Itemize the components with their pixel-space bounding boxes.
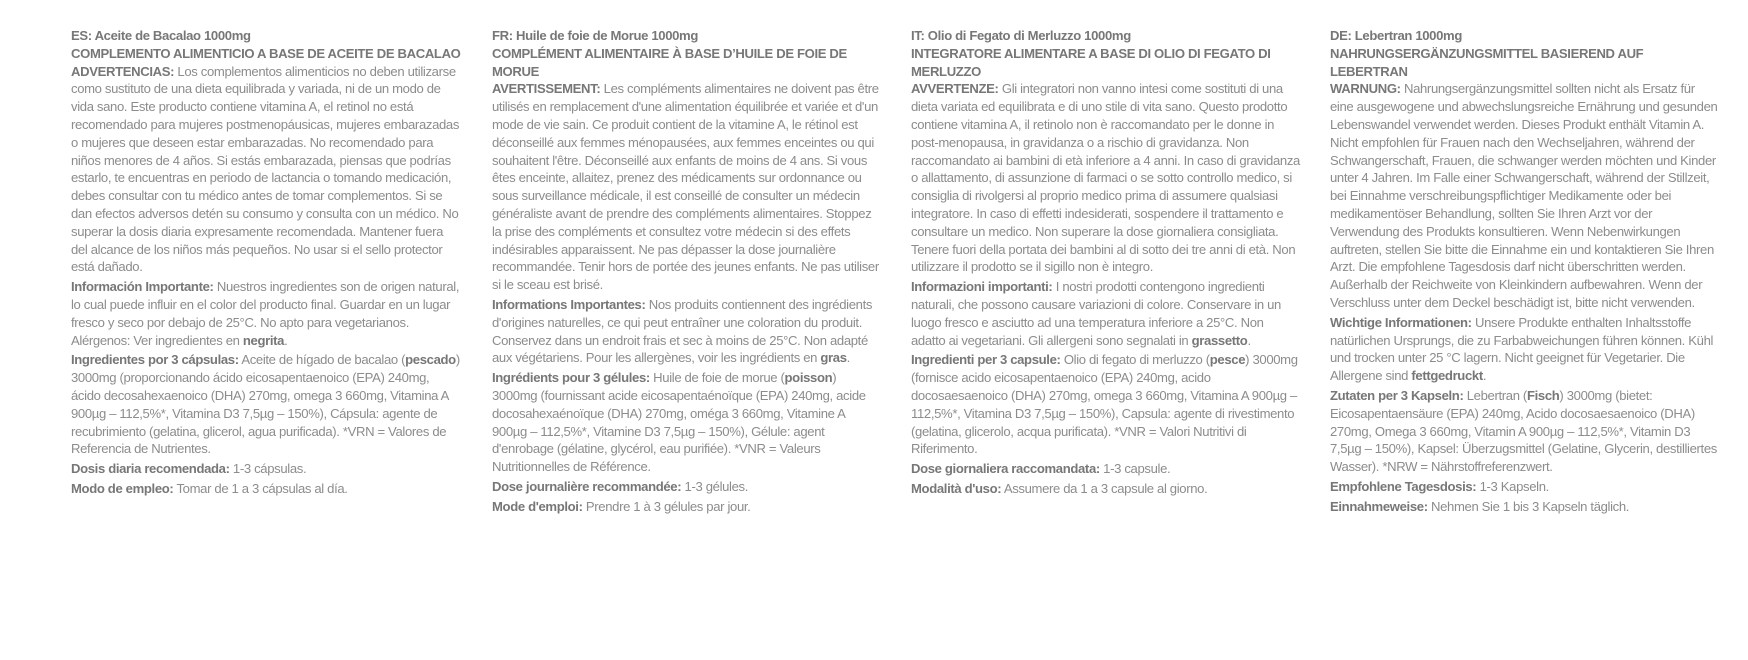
ingredients-text: Olio di fegato di merluzzo ( <box>1060 352 1210 368</box>
usage-text: Nehmen Sie 1 bis 3 Kapseln täglich. <box>1427 498 1630 514</box>
allergen-name: pesce <box>1209 352 1246 368</box>
dose-label: Dose giornaliera raccomandata: <box>911 461 1100 477</box>
dose-text: 1-3 capsule. <box>1099 461 1171 477</box>
usage-text: Prendre 1 à 3 gélules par jour. <box>582 498 751 514</box>
warnings-paragraph <box>911 80 1301 276</box>
ingredients-text-rest: ) 3000mg (bietet: Eicosapentaensäure (EPA) 240mg, Acido docosaesaenoico (DHA) 270mg, Omega 3 660mg, Vitamin A 900µg – 112,5%*, Vitamin D3 7,5µg – 150%), Kapsel: Überzugsmittel (Gelatine, Glycerin, destilliertes Wasser). *NRW = Nährstoffreferenzwert. <box>1330 387 1717 475</box>
usage-text: Assumere da 1 a 3 capsule al giorno. <box>1001 480 1208 496</box>
ingredients-paragraph <box>71 351 461 458</box>
dose-paragraph <box>492 478 882 496</box>
ingredients-text: Huile de foie de morue ( <box>649 370 785 386</box>
important-info-text: Nuestros ingredientes son de origen natural, lo cual puede influir en el color del producto final. Guardar en un lugar fresco y seco por debajo de 25°C. No apto para vegetarianos. Alérgenos: Ver ingredientes en <box>71 279 460 348</box>
ingredients-paragraph <box>492 369 882 476</box>
important-info-paragraph <box>71 278 461 349</box>
ingredients-text-rest: ) 3000mg (fornisce acido eicosapentaenoico (EPA) 240mg, acido docosaesaenoico (DHA) 270mg, omega 3 660mg, Vitamina A 900µg – 112,5%*, Vitamina D3 7,5µg – 150%), Capsula: agente di rivestimento (gelatina, glicerolo, acqua purificata). *VNR = Valori Nutritivi di Riferimento. <box>911 352 1298 457</box>
dose-label: Empfohlene Tagesdosis: <box>1330 478 1477 494</box>
product-subtitle: INTEGRATORE ALIMENTARE A BASE DI OLIO DI FEGATO DI MERLUZZO <box>911 45 1271 79</box>
allergen-name: Fisch <box>1526 387 1560 403</box>
period: . <box>284 332 288 348</box>
warnings-paragraph <box>492 80 882 294</box>
period: . <box>1482 368 1487 384</box>
ingredients-label: Ingrédients pour 3 gélules: <box>492 370 650 386</box>
warnings-paragraph <box>71 63 461 277</box>
usage-paragraph <box>492 498 882 516</box>
period: . <box>1247 332 1251 348</box>
usage-label: Modo de empleo: <box>71 480 174 496</box>
warnings-text: Les compléments alimentaires ne doivent pas être utilisés en remplacement d'une alimentation équilibrée et variée et d'un mode de vie sain. Ce produit contient de la vitamine A, le rétinol est déconseillé aux femmes ménopausées, aux femmes enceintes ou qui souhaitent l'être. Déconseillé aux enfants de moins de 4 ans. Si vous êtes enceinte, allaitez, prenez des médicaments sur ordonnance ou sous surveillance médicale, il est conseillé de consulter un médecin généraliste avant de prendre des compléments alimentaires. Stoppez la prise des compléments et consultez votre médecin si des effets indésirables apparaissent. Ne pas dépasser la dose journalière recommandée. Tenir hors de portée des jeunes enfants. Ne pas utiliser si le sceau est brisé. <box>492 81 879 293</box>
important-info-paragraph <box>911 278 1301 349</box>
warnings-text: Nahrungsergänzungsmittel sollten nicht als Ersatz für eine ausgewogene und abwechslungsreiche Ernährung und gesunden Lebenswandel verwendet werden. Dieses Produkt enthält Vitamin A. Nicht empfohlen für Frauen nach den Wechseljahren, während der Schwangerschaft, Frauen, die schwanger werden möchten und Kinder unter 4 Jahren. Im Falle einer Schwangerschaft, während der Stillzeit, bei Einnahme verschreibungspflichtiger Medikamente oder bei medikamentöser Behandlung, sollten Sie Ihren Arzt vor der Verwendung des Produkts konsultieren. Wenn Nebenwirkungen auftreten, stellen Sie bitte die Einnahme ein und kontaktieren Sie Ihren Arzt. Die empfohlene Tagesdosis darf nicht überschritten werden. Außerhalb der Reichweite von Kleinkindern aufbewahren. Wenn der Verschluss unter dem Deckel beschädigt ist, bitte nicht verwenden. <box>1330 81 1718 310</box>
ingredients-text: Aceite de hígado de bacalao ( <box>238 352 406 368</box>
usage-label: Mode d'emploi: <box>492 498 583 514</box>
dose-paragraph <box>71 460 461 478</box>
usage-paragraph <box>911 480 1301 498</box>
important-info-text: Unsere Produkte enthalten Inhaltsstoffe natürlichen Ursprungs, die zu Farbabweichungen führen können. Kühl und trocken unter 25 °C lagern. Nicht geeignet für Vegetarier. Die Allergene sind <box>1330 314 1714 384</box>
allergen-name: poisson <box>784 370 833 386</box>
warnings-label: WARNUNG: <box>1330 81 1401 97</box>
allergen-name: pescado <box>405 352 456 368</box>
ingredients-text-rest: ) 3000mg (proporcionando ácido eicosapentaenoico (EPA) 240mg, ácido decosahexaenoico (DHA) 270mg, omega 3 660mg, Vitamina A 900µg – 112,5%*, Vitamina D3 7,5µg – 150%), Cápsula: agente de recubrimiento (gelatina, glicerol, agua purificada). *VRN = Valores de Referencia de Nutrientes. <box>71 352 460 457</box>
dose-text: 1-3 gélules. <box>681 478 749 494</box>
important-info-label: Wichtige Informationen: <box>1330 314 1472 330</box>
important-info-paragraph <box>492 296 882 367</box>
warnings-text: Los complementos alimenticios no deben utilizarse como sustituto de una dieta equilibrada y variada, ni de un modo de vida sano. Este producto contiene vitamina A, el retinol no está recomendado para mujeres postmenopáusicas, mujeres embarazadas o mujeres que deseen estar embarazadas. No recomendado para niños menores de 4 años. Si estás embarazada, piensas que podrías estarlo, te encuentras en periodo de lactancia o tomando medicación, debes consultar con tu médico antes de tomar complementos. Si se dan efectos adversos detén su consumo y consulta con un médico. No superar la dosis diaria expresamente recomendada. Mantener fuera del alcance de los niños más pequeños. No usar si el sello protector está dañado. <box>71 63 460 275</box>
product-title: ES: Aceite de Bacalao 1000mg <box>71 28 251 43</box>
column-french <box>492 27 882 518</box>
ingredients-label: Zutaten per 3 Kapseln: <box>1330 387 1464 403</box>
usage-label: Modalità d'uso: <box>911 480 1002 496</box>
dose-text: 1-3 Kapseln. <box>1476 478 1549 494</box>
ingredients-paragraph <box>1330 387 1720 476</box>
allergen-bold-word: grassetto <box>1191 332 1248 348</box>
important-info-label: Informations Importantes: <box>492 296 646 312</box>
allergen-bold-word: gras <box>820 350 847 366</box>
important-info-label: Información Importante: <box>71 279 214 295</box>
warnings-text: Gli integratori non vanno intesi come sostituti di una dieta variata ed equilibrata e di uno stile di vita sano. Questo prodotto contiene vitamina A, il retinolo non è raccomandato per le donne in post-menopausa, in gravidanza o a rischio di gravidanza. Non raccomandato ai bambini di età inferiore a 4 anni. In caso di gravidanza o allattamento, di assunzione di farmaci o se sotto controllo medico, si consiglia di rivolgersi al proprio medico prima di assumere qualsiasi integratore. In caso di effetti indesiderati, sospendere il trattamento e consultare un medico. Non superare la dose giornaliera consigliata. Tenere fuori della portata dei bambini al di sotto dei tre anni di età. Non utilizzare il prodotto se il sigillo non è integro. <box>911 81 1300 275</box>
usage-paragraph <box>71 480 461 498</box>
ingredients-paragraph <box>911 351 1301 458</box>
warnings-label: ADVERTENCIAS: <box>71 63 175 79</box>
ingredients-text-rest: ) 3000mg (fournissant acide eicosapentaénoïque (EPA) 240mg, acide docosahexaénoïque (DHA) 270mg, oméga 3 660mg, Vitamine A 900µg – 112,5%*, Vitamine D3 7,5µg – 150%), Gélule: agent d'enrobage (gélatine, glycérol, eau purifiée). *VNR = Valeurs Nutritionnelles de Référence. <box>492 370 866 475</box>
important-info-text: I nostri prodotti contengono ingredienti naturali, che possono causare variazioni di colore. Conservare in un luogo fresco e asciutto ad una temperatura inferiore a 25°C. Non adatto ai vegetariani. Gli allergeni sono segnalati in <box>911 279 1281 348</box>
dose-text: 1-3 cápsulas. <box>229 461 307 477</box>
product-subtitle: COMPLEMENTO ALIMENTICIO A BASE DE ACEITE DE BACALAO <box>71 45 461 61</box>
product-title: IT: Olio di Fegato di Merluzzo 1000mg <box>911 28 1131 43</box>
dose-paragraph <box>1330 478 1720 496</box>
product-title: FR: Huile de foie de Morue 1000mg <box>492 28 698 43</box>
product-subtitle: COMPLÉMENT ALIMENTAIRE À BASE D’HUILE DE FOIE DE MORUE <box>492 45 847 79</box>
product-subtitle: NAHRUNGSERGÄNZUNGSMITTEL BASIEREND AUF LEBERTRAN <box>1330 45 1644 79</box>
usage-label: Einnahmeweise: <box>1330 498 1428 514</box>
dose-label: Dosis diaria recomendada: <box>71 461 230 477</box>
important-info-paragraph <box>1330 314 1720 385</box>
usage-text: Tomar de 1 a 3 cápsulas al día. <box>173 480 348 496</box>
dose-label: Dose journalière recommandée: <box>492 478 682 494</box>
important-info-text: Nos produits contiennent des ingrédients d'origines naturelles, ce qui peut entraîner une coloration du produit. Conservez dans un endroit frais et sec à moins de 25°C. Non adapté aux végétariens. Pour les allergènes, voir les ingrédients en <box>492 296 873 366</box>
warnings-label: AVVERTENZE: <box>911 81 999 97</box>
allergen-bold-word: fettgedruckt <box>1411 368 1483 384</box>
column-spanish <box>71 27 461 500</box>
ingredients-label: Ingredienti per 3 capsule: <box>911 352 1061 368</box>
column-italian <box>911 27 1301 500</box>
ingredients-text: Lebertran ( <box>1463 387 1527 403</box>
ingredients-label: Ingredientes por 3 cápsulas: <box>71 352 239 368</box>
warnings-label: AVERTISSEMENT: <box>492 81 601 97</box>
period: . <box>846 350 850 366</box>
column-german <box>1330 27 1720 518</box>
usage-paragraph <box>1330 498 1720 516</box>
warnings-paragraph <box>1330 80 1720 311</box>
allergen-bold-word: negrita <box>242 332 285 348</box>
product-title: DE: Lebertran 1000mg <box>1330 28 1462 43</box>
important-info-label: Informazioni importanti: <box>911 279 1053 295</box>
dose-paragraph <box>911 460 1301 478</box>
